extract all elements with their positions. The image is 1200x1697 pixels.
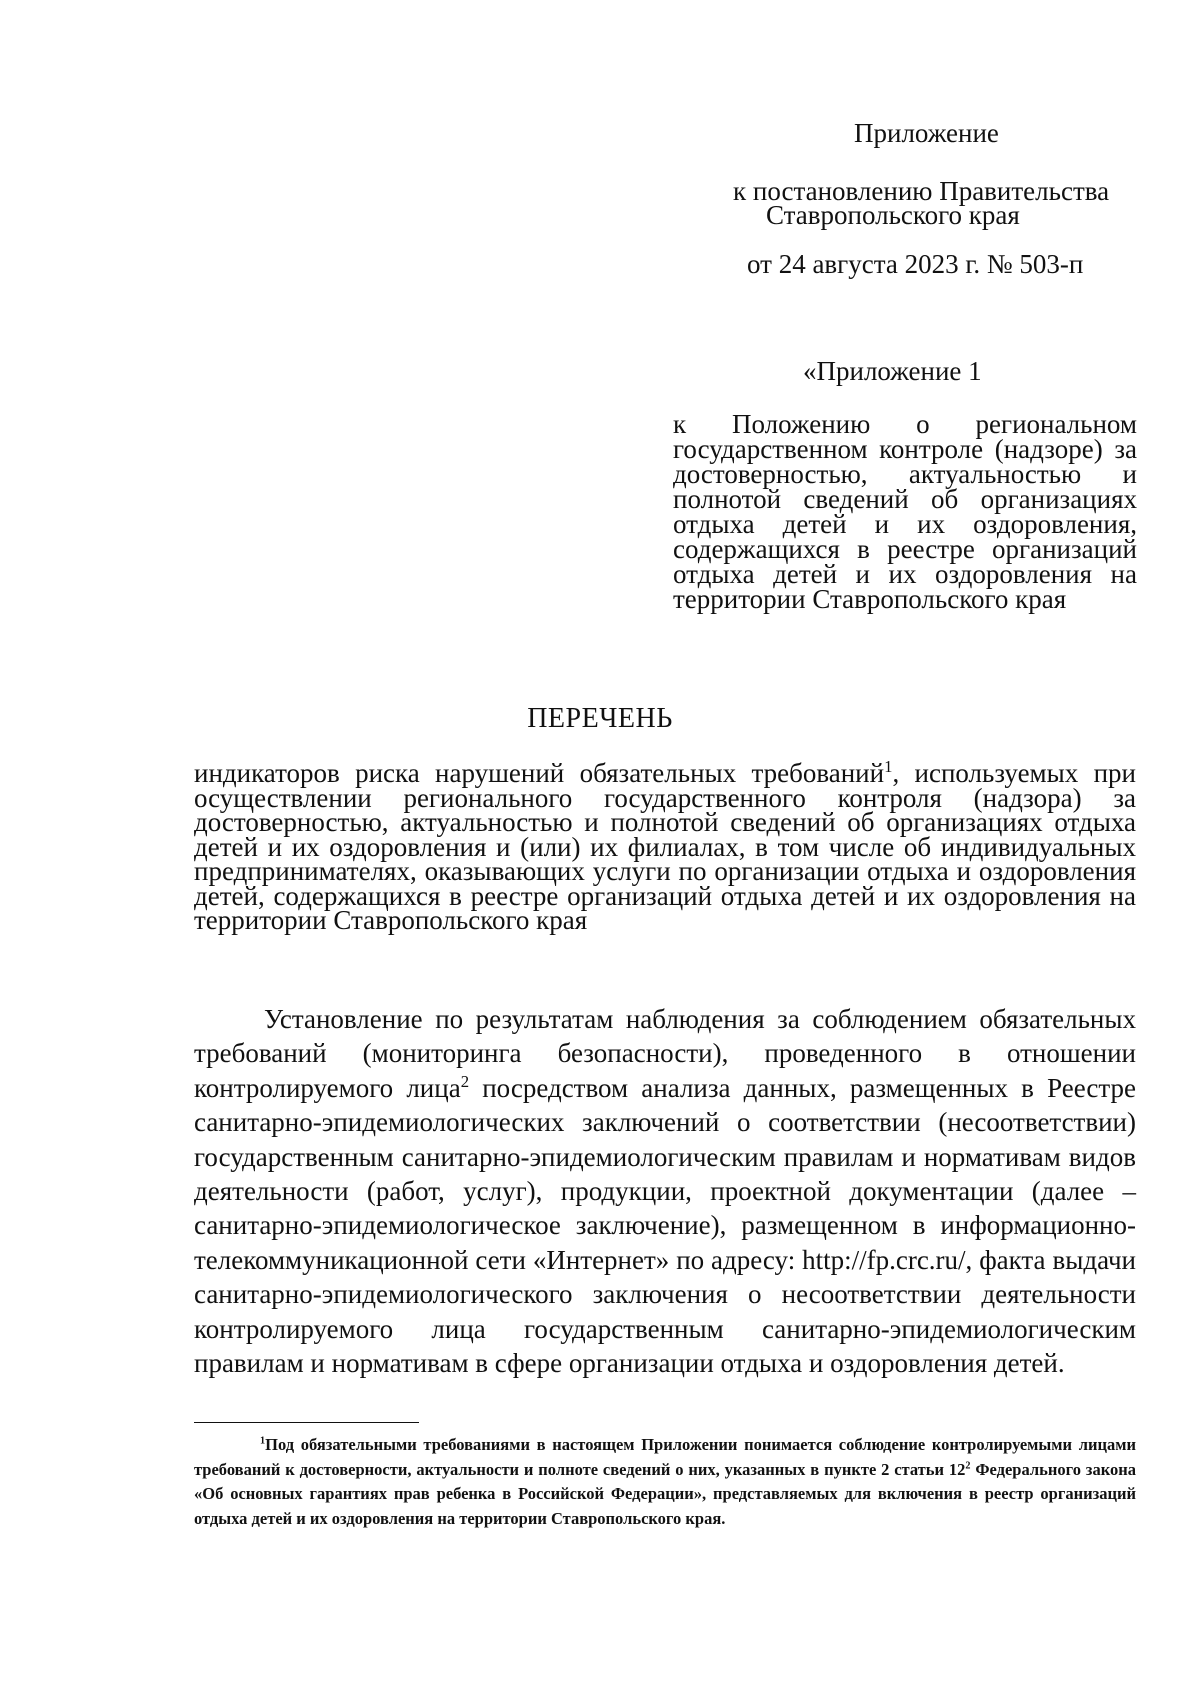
resolution-reference-line1: к постановлению Правительства xyxy=(733,176,1110,206)
footnote-part2: Федерального закона «Об основных гарантиях прав ребенка в Российской Федерации», представляемых для включения в реестр организаций отдыха детей и их оздоровления на территории Ставропольского края. xyxy=(194,1459,1136,1528)
body-paragraph-part1: Установление по результатам наблюдения за соблюдением обязательных требований (мониторинга безопасности), проведенного в отношении контролируемого лица xyxy=(194,1004,1136,1103)
resolution-date-number: от 24 августа 2023 г. № 503-п xyxy=(747,249,1084,279)
article-superscript: 2 xyxy=(965,1460,971,1471)
appendix1-label: «Приложение 1 xyxy=(803,356,982,386)
footnote-marker: 1 xyxy=(260,1435,266,1447)
list-title: ПЕРЕЧЕНЬ xyxy=(527,703,673,734)
appendix-label: Приложение xyxy=(854,118,999,148)
resolution-reference-line2: Ставропольского края xyxy=(766,200,1020,230)
body-paragraph xyxy=(194,1002,1136,1380)
list-subtitle-part2: , используемых при осуществлении регионального государственного контроля (надзора) за достоверностью, актуальностью и полнотой сведений об организациях отдыха детей и их оздоровления и (или) их филиалах, в том числе об индивидуальных предпринимателях, оказывающих услуги по организации отдыха и оздоровления детей, содержащихся в реестре организаций отдыха детей и их оздоровления на территории Ставропольского края xyxy=(194,758,1136,935)
appendix1-reference-text: к Положению о региональном государственном контроле (надзоре) за достоверностью, актуальностью и полнотой сведений об организациях отдыха детей и их оздоровления, содержащихся в реестре организаций отдыха детей и их оздоровления на территории Ставропольского края xyxy=(673,409,1137,614)
list-subtitle xyxy=(194,757,1136,935)
list-subtitle-part1: индикаторов риска нарушений обязательных требований xyxy=(194,758,885,788)
footnote-part1: Под обязательными требованиями в настоящем Приложении понимается соблюдение контролируемыми лицами требований к достоверности, актуальности и полноте сведений о них, указанных в пункте 2 статьи 12 xyxy=(194,1435,1136,1479)
body-paragraph-part2: посредством анализа данных, размещенных в Реестре санитарно-эпидемиологических заключений о соответствии (несоответствии) государственным санитарно-эпидемиологическим правилам и нормативам видов деятельности (работ, услуг), продукции, проектной документации (далее – санитарно-эпидемиологическое заключение), размещенном в информационно-телекоммуникационной сети «Интернет» по адресу: http://fp.crc.ru/, факта выдачи санитарно-эпидемиологического заключения о несоответствии деятельности контролируемого лица государственным санитарно-эпидемиологическим правилам и нормативам в сфере организации отдыха и оздоровления детей. xyxy=(194,1072,1136,1379)
footnote-ref-1: 1 xyxy=(884,757,893,776)
footnote-ref-2: 2 xyxy=(460,1071,470,1091)
footnote-separator xyxy=(194,1422,419,1423)
footnote-1 xyxy=(194,1433,1136,1531)
